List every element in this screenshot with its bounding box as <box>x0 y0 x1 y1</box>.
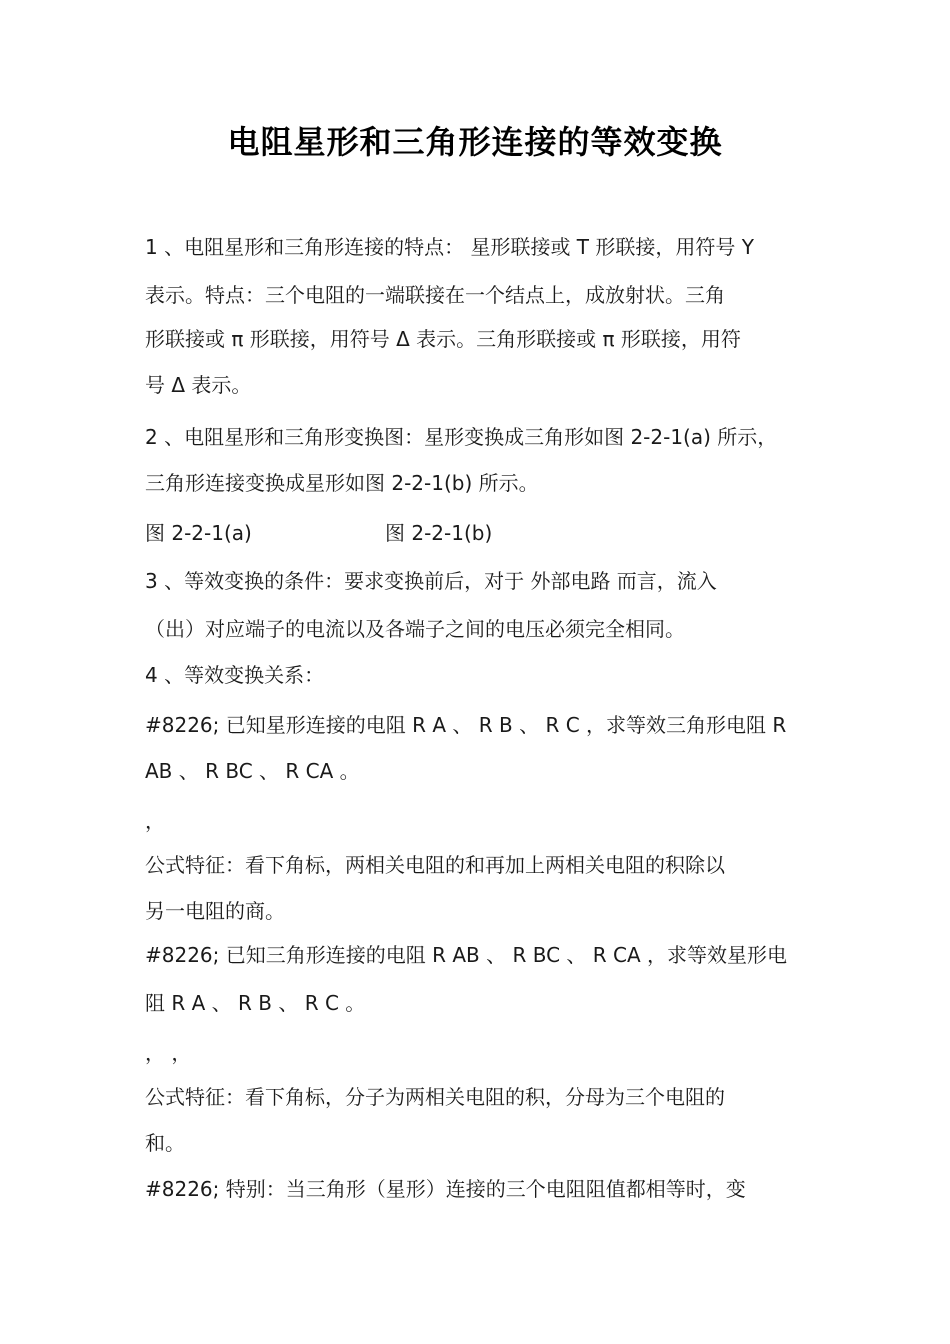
figure-a-label: 图 2-2-1(a) <box>145 521 252 545</box>
paragraph-line: ， <box>145 809 165 833</box>
paragraph-line: 三角形连接变换成星形如图 2-2-1(b) 所示。 <box>145 471 539 495</box>
paragraph-line: 表示。特点：三个电阻的一端联接在一个结点上，成放射状。三角 <box>145 283 725 307</box>
paragraph-line: 4 、等效变换关系： <box>145 663 325 687</box>
paragraph-line: 3 、等效变换的条件：要求变换前后，对于 外部电路 而言，流入 <box>145 569 717 593</box>
figure-b-label: 图 2-2-1(b) <box>385 521 493 545</box>
paragraph-line: （出）对应端子的电流以及各端子之间的电压必须完全相同。 <box>145 617 685 641</box>
paragraph-line: AB 、 R BC 、 R CA 。 <box>145 759 360 783</box>
paragraph-line: 1 、电阻星形和三角形连接的特点： 星形联接或 T 形联接，用符号 Y <box>145 235 754 259</box>
paragraph-line: 阻 R A 、 R B 、 R C 。 <box>145 991 366 1015</box>
paragraph-line: #8226; 特别：当三角形（星形）连接的三个电阻阻值都相等时，变 <box>145 1177 746 1201</box>
paragraph-line: 公式特征：看下角标，分子为两相关电阻的积，分母为三个电阻的 <box>145 1085 725 1109</box>
paragraph-line: 和。 <box>145 1131 185 1155</box>
paragraph-line: ， ， <box>145 1041 192 1065</box>
paragraph-line: 另一电阻的商。 <box>145 899 285 923</box>
paragraph-line: 2 、电阻星形和三角形变换图：星形变换成三角形如图 2-2-1(a) 所示， <box>145 425 778 449</box>
paragraph-line: 形联接或 π 形联接，用符号 Δ 表示。三角形联接或 π 形联接，用符 <box>145 327 741 351</box>
page-title: 电阻星形和三角形连接的等效变换 <box>227 123 723 161</box>
paragraph-line: 公式特征：看下角标，两相关电阻的和再加上两相关电阻的积除以 <box>145 853 725 877</box>
paragraph-line: #8226; 已知星形连接的电阻 R A 、 R B 、 R C ，求等效三角形电阻 R <box>145 713 787 737</box>
paragraph-line: #8226; 已知三角形连接的电阻 R AB 、 R BC 、 R CA ，求等效星形电 <box>145 943 788 967</box>
paragraph-line: 号 Δ 表示。 <box>145 373 252 397</box>
